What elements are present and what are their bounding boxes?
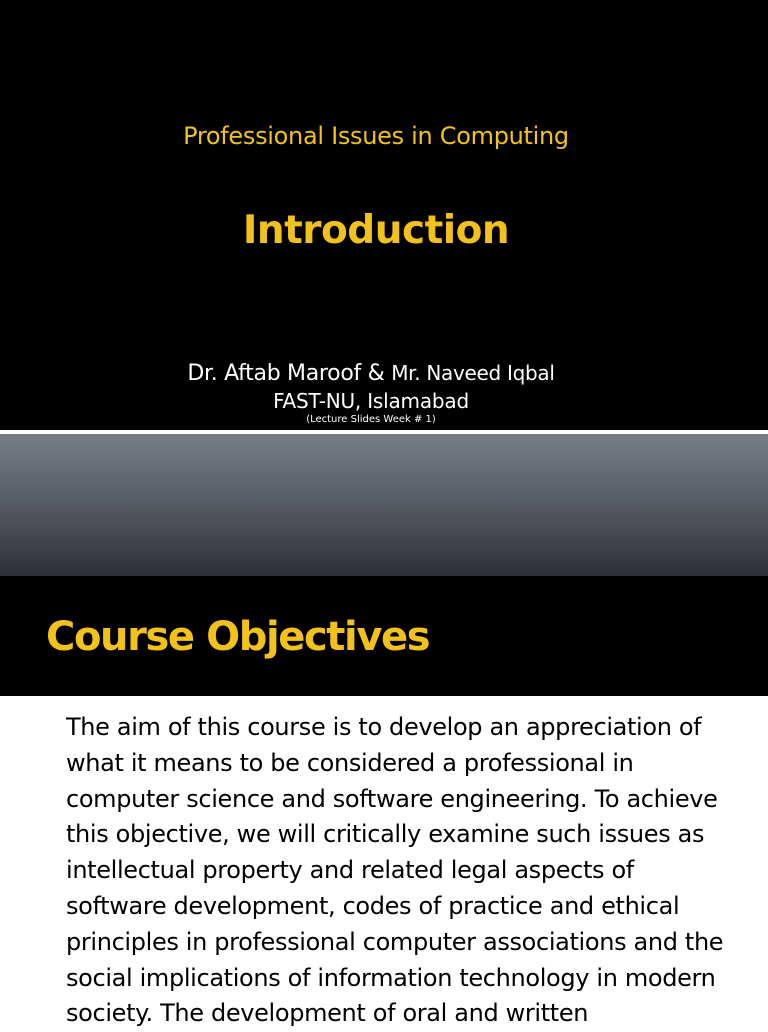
body-line: software development, codes of practice and ethical [66,891,680,920]
body-line: social implications of information technology in modern [66,963,716,992]
course-name: Professional Issues in Computing [183,122,569,150]
author-primary: Dr. Aftab Maroof & [187,361,385,386]
institution: FAST-NU, Islamabad [273,389,469,413]
lecture-note: (Lecture Slides Week # 1) [306,414,436,425]
authors [0,361,742,386]
gradient-band [0,434,768,576]
slide-title: Introduction [242,208,510,253]
slide-heading: Course Objectives [46,614,430,660]
body-line: computer science and software engineering. To achieve [66,784,718,813]
body-line: what it means to be considered a professional in [66,748,634,777]
author-secondary: Mr. Naveed Iqbal [391,361,555,385]
body-line: The aim of this course is to develop an appreciation of [66,713,702,741]
objectives-body [0,696,768,1028]
body-line: intellectual property and related legal aspects of [66,856,634,885]
title-slide [0,0,768,430]
body-line: principles in professional computer associations and the [66,927,724,956]
body-line: society. The development of oral and written [66,999,589,1028]
body-paragraph [66,710,766,1032]
body-line: this objective, we will critically examine such issues as [66,820,705,849]
objectives-slide [0,434,768,696]
